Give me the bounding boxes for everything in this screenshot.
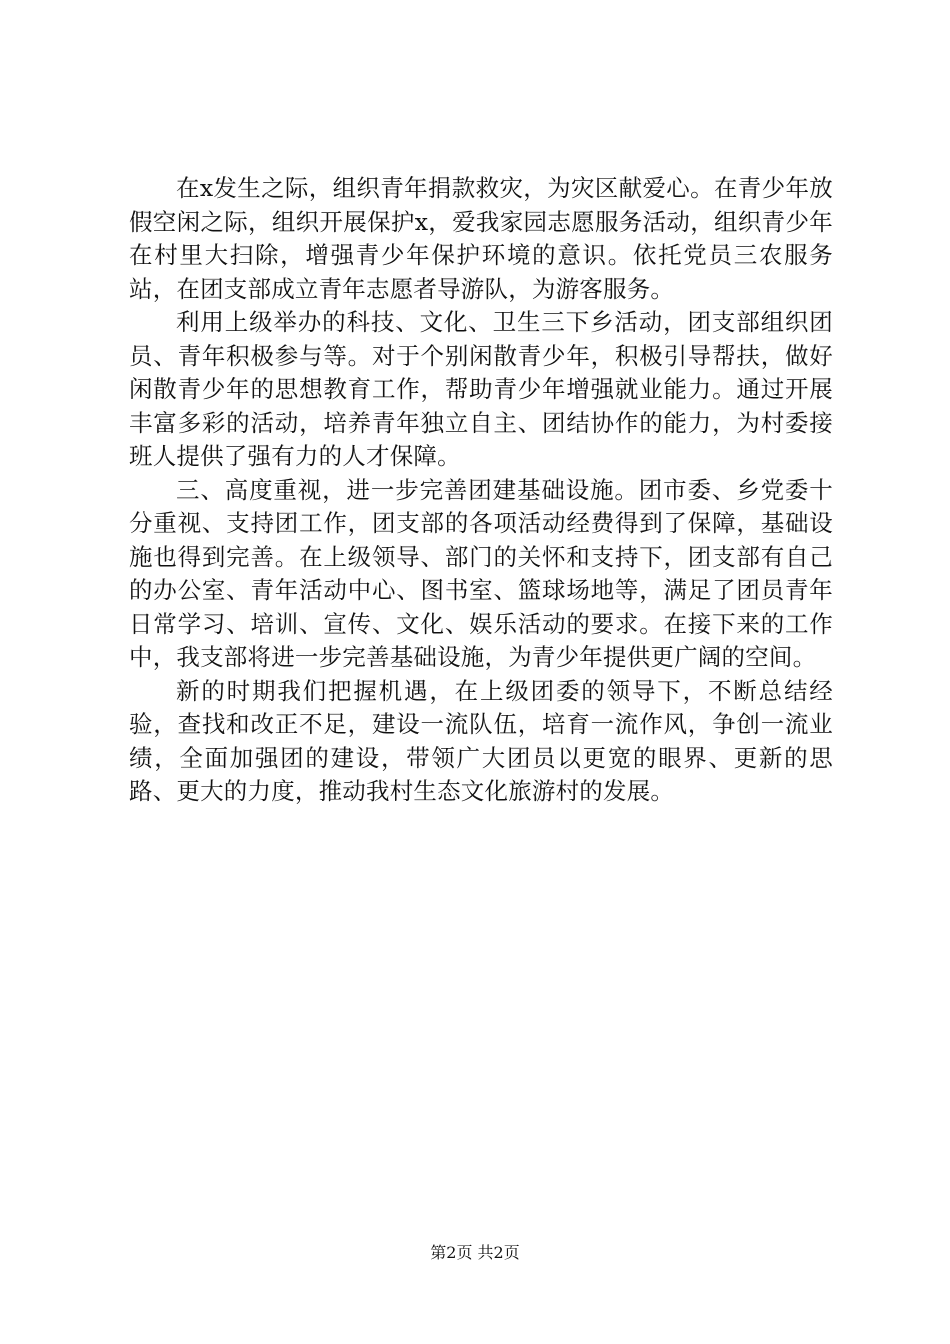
- paragraph-youth-activities: 利用上级举办的科技、文化、卫生三下乡活动，团支部组织团员、青年积极参与等。对于个别闲散青少年，积极引导帮扶，做好闲散青少年的思想教育工作，帮助青少年增强就业能力。通过开展丰富多彩的活动，培养青年独立自主、团结协作的能力，为村委接班人提供了强有力的人才保障。: [129, 308, 833, 470]
- page-number-footer: 第2页 共2页: [430, 1243, 520, 1262]
- document-body: [129, 172, 833, 809]
- paragraph-volunteer-service: 在x发生之际，组织青年捐款救灾，为灾区献爱心。在青少年放假空闲之际，组织开展保护x，爱我家园志愿服务活动，组织青少年在村里大扫除，增强青少年保护环境的意识。依托党员三农服务站，在团支部成立青年志愿者导游队，为游客服务。: [129, 174, 833, 303]
- paragraph-infrastructure: 三、高度重视，进一步完善团建基础设施。团市委、乡党委十分重视、支持团工作，团支部的各项活动经费得到了保障，基础设施也得到完善。在上级领导、部门的关怀和支持下，团支部有自己的办公室、青年活动中心、图书室、篮球场地等，满足了团员青年日常学习、培训、宣传、文化、娱乐活动的要求。在接下来的工作中，我支部将进一步完善基础设施，为青少年提供更广阔的空间。: [129, 475, 833, 671]
- paragraph-conclusion: 新的时期我们把握机遇，在上级团委的领导下，不断总结经验，查找和改正不足，建设一流队伍，培育一流作风，争创一流业绩，全面加强团的建设，带领广大团员以更宽的眼界、更新的思路、更大的力度，推动我村生态文化旅游村的发展。: [129, 676, 833, 805]
